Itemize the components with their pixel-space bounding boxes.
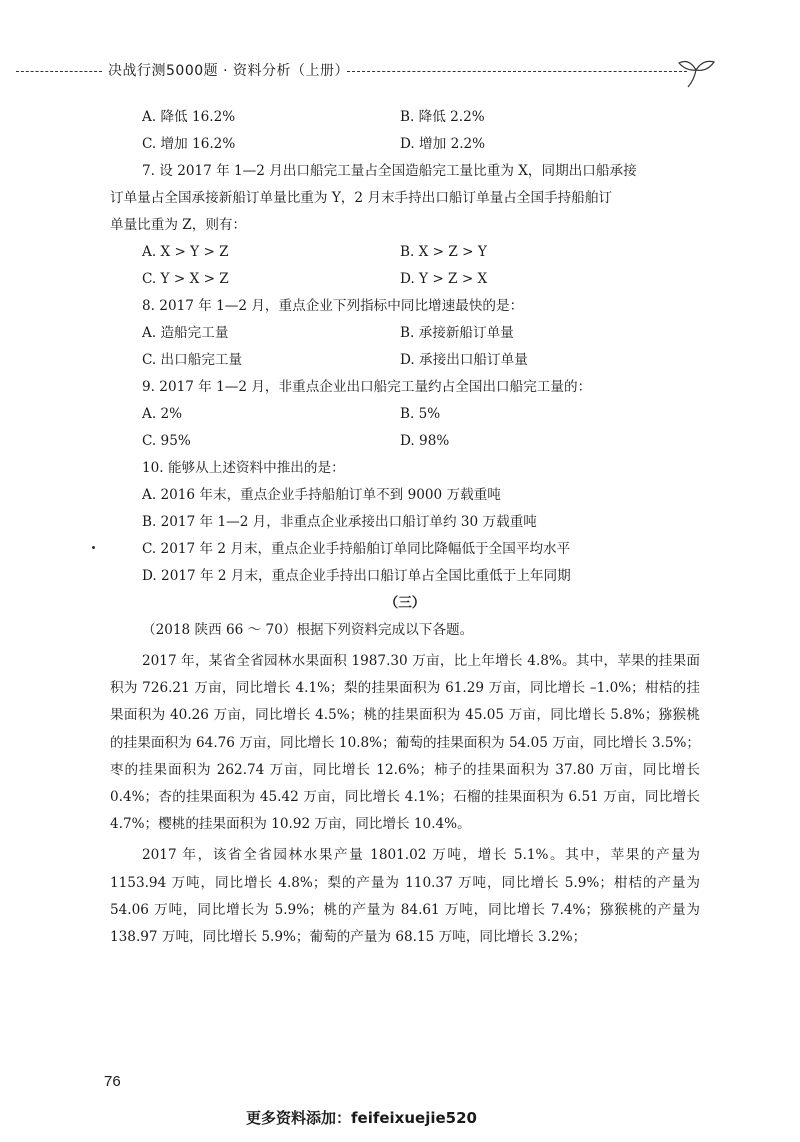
q6-option-a: A. 降低 16.2% xyxy=(142,109,236,125)
q9-options-row-2 xyxy=(110,428,700,455)
q8-option-a: A. 造船完工量 xyxy=(142,325,229,341)
q8-options-row-1 xyxy=(110,320,700,347)
section-intro: （2018 陕西 66 ～ 70）根据下列资料完成以下各题。 xyxy=(142,622,474,638)
q10-stem: 10. 能够从上述资料中推出的是： xyxy=(142,460,345,476)
data-paragraph-yield: 2017 年，该省全省园林水果产量 1801.02 万吨，增长 5.1%。其中，苹果的产量为 1153.94 万吨，同比增长 4.8%；梨的产量为 110.37 万吨，同比增长 5.9%；柑桔的产量为 54.06 万吨，同比增长为 5.9%；桃的产量为 84.61 万吨，同比增长 7.4%；猕猴桃的产量为 138.97 万吨，同比增长 5.9%；葡萄的产量为 68.15 万吨，同比增长 3.2%； xyxy=(110,847,700,946)
q7-stem-line-1: 7. 设 2017 年 1—2 月出口船完工量占全国造船完工量比重为 X，同期出口船承接 xyxy=(142,163,637,179)
section-heading: （三） xyxy=(384,595,426,611)
q7-options-row-2 xyxy=(110,266,700,293)
q7-option-b: B. X > Z > Y xyxy=(400,244,487,260)
q7-stem-line-2: 订单量占全国承接新船订单量比重为 Y，2 月末手持出口船订单量占全国手持船舶订 xyxy=(110,190,613,206)
q10-option-d: D. 2017 年 2 月末，重点企业手持出口船订单占全国比重低于上年同期 xyxy=(142,568,571,584)
q7-option-c: C. Y > X > Z xyxy=(142,271,229,287)
q7-option-d: D. Y > Z > X xyxy=(400,271,488,287)
q9-option-a: A. 2% xyxy=(142,406,183,422)
q6-option-c: C. 增加 16.2% xyxy=(142,136,236,152)
page-number: 76 xyxy=(104,1073,121,1090)
q9-options-row-1 xyxy=(110,401,700,428)
sprout-icon xyxy=(676,56,716,90)
book-title: 决战行测5000题 · 资料分析（上册） xyxy=(108,63,349,79)
q7-option-a: A. X > Y > Z xyxy=(142,244,229,260)
q9-stem: 9. 2017 年 1—2 月，非重点企业出口船完工量约占全国出口船完工量的： xyxy=(142,379,592,395)
q6-option-b: B. 降低 2.2% xyxy=(400,109,485,125)
q7-stem-line-3: 单量比重为 Z，则有： xyxy=(110,217,247,233)
header-rule-right xyxy=(347,71,687,72)
data-paragraph-area: 2017 年，某省全省园林水果面积 1987.30 万亩，比上年增长 4.8%。其中，苹果的挂果面积为 726.21 万亩，同比增长 4.1%；梨的挂果面积为 61.29 万亩，同比增长 –1.0%；柑桔的挂果面积为 40.26 万亩，同比增长 4.5%；桃的挂果面积为 45.05 万亩，同比增长 5.8%；猕猴桃的挂果面积为 64.76 万亩，同比增长 10.8%；葡萄的挂果面积为 54.05 万亩，同比增长 3.5%；枣的挂果面积为 262.74 万亩，同比增长 12.6%；柿子的挂果面积为 37.80 万亩，同比增长 0.4%；杏的挂果面积为 45.42 万亩，同比增长 4.1%；石榴的挂果面积为 6.51 万亩，同比增长 4.7%；樱桃的挂果面积为 10.92 万亩，同比增长 10.4%。 xyxy=(110,653,700,833)
page-content xyxy=(110,104,700,951)
q6-options-row-1 xyxy=(110,104,700,131)
header-rule-left xyxy=(16,71,102,72)
q10-option-a: A. 2016 年末，重点企业手持船舶订单不到 9000 万载重吨 xyxy=(142,487,501,503)
q6-option-d: D. 增加 2.2% xyxy=(400,136,486,152)
margin-dot xyxy=(92,546,95,549)
q8-option-b: B. 承接新船订单量 xyxy=(400,325,514,341)
q8-options-row-2 xyxy=(110,347,700,374)
q10-option-c: C. 2017 年 2 月末，重点企业手持船舶订单同比降幅低于全国平均水平 xyxy=(142,541,571,557)
q9-option-b: B. 5% xyxy=(400,406,441,422)
q7-options-row-1 xyxy=(110,239,700,266)
footer-note: 更多资料添加：feifeixuejie520 xyxy=(246,1109,477,1127)
q9-option-c: C. 95% xyxy=(142,433,191,449)
q6-options-row-2 xyxy=(110,131,700,158)
q8-option-c: C. 出口船完工量 xyxy=(142,352,243,368)
q8-option-d: D. 承接出口船订单量 xyxy=(400,352,528,368)
q10-option-b: B. 2017 年 1—2 月，非重点企业承接出口船订单约 30 万载重吨 xyxy=(142,514,537,530)
q9-option-d: D. 98% xyxy=(400,433,450,449)
running-header xyxy=(0,56,800,86)
q8-stem: 8. 2017 年 1—2 月，重点企业下列指标中同比增速最快的是： xyxy=(142,298,524,314)
